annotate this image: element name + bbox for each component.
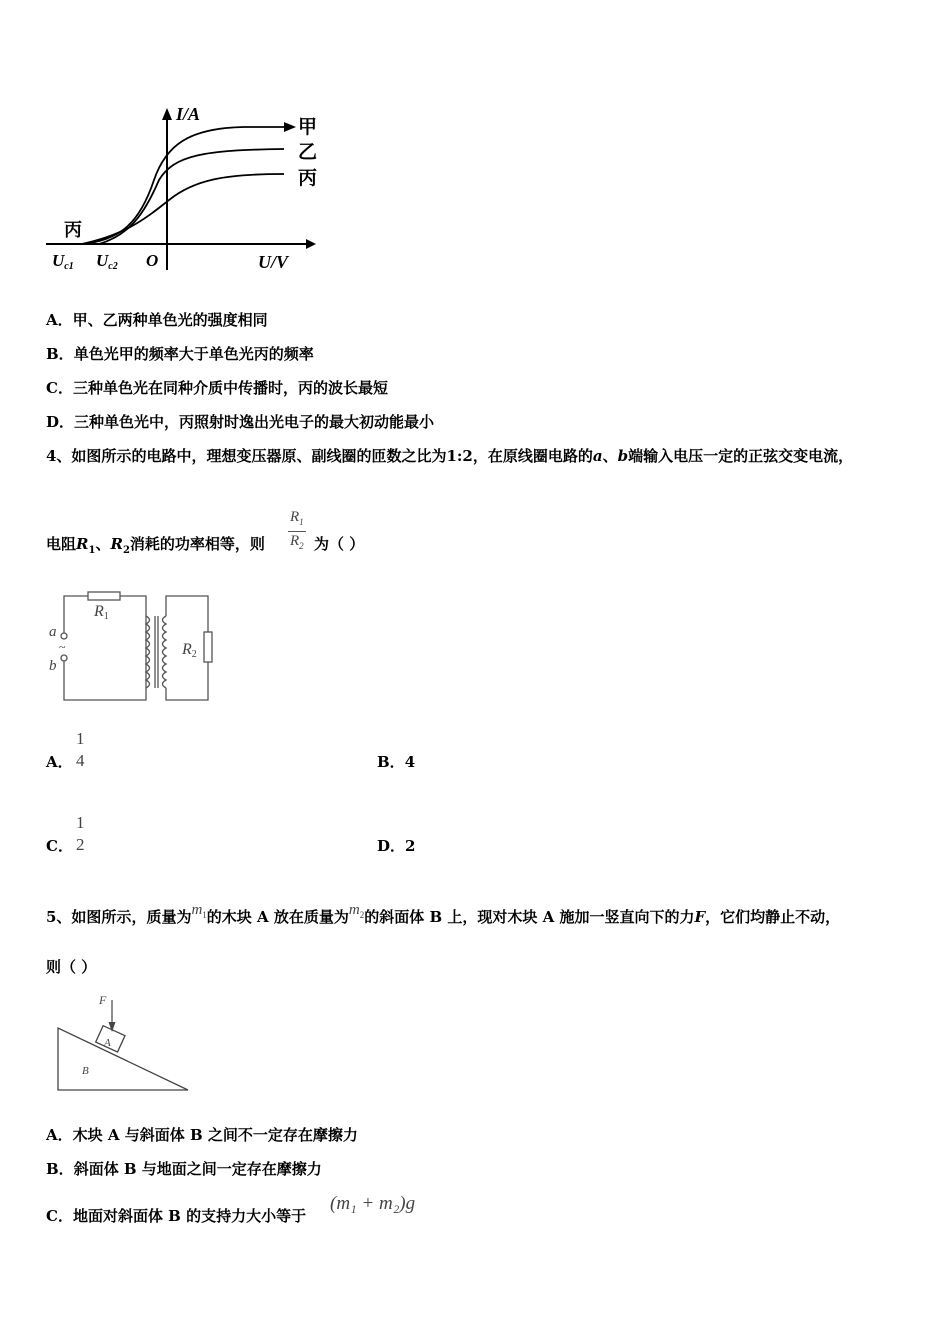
curve-bing bbox=[82, 174, 284, 244]
y-axis-label: I/A bbox=[176, 104, 201, 124]
q4-option-a-fraction: 1 4 bbox=[76, 729, 85, 770]
q4-ratio-fraction bbox=[288, 508, 306, 555]
block-label: A bbox=[104, 1037, 111, 1049]
circuit-label-r1: R1 bbox=[94, 603, 109, 622]
q4-stem-line2: 电阻$R_1$、$R_2$消耗的功率相等，则 bbox=[46, 535, 265, 556]
q5-stem-line1: 5、如图所示，质量为$m_1$的木块 A 放在质量为$m_2$的斜面体 B 上，现对木块 A 施加一竖直向下的力F，它们均静止不动， bbox=[46, 902, 841, 926]
uc1-label: Uc1 bbox=[52, 251, 74, 272]
uc2-label: Uc2 bbox=[96, 251, 118, 272]
circuit-label-b: b bbox=[49, 658, 57, 674]
q5-option-c[interactable]: C．地面对斜面体 B 的支持力大小等于 bbox=[46, 1207, 307, 1225]
resistor-r1 bbox=[88, 592, 120, 600]
q3-option-c[interactable]: C．三种单色光在同种介质中传播时，丙的波长最短 bbox=[46, 379, 388, 397]
origin-label: O bbox=[146, 251, 159, 270]
wedge-label: B bbox=[82, 1065, 89, 1077]
q4-option-a[interactable]: A． bbox=[46, 753, 73, 771]
q4-stem-line1: 4、如图所示的电路中，理想变压器原、副线圈的匝数之比为1:2，在原线圈电路的a、b端输入电压一定的正弦交变电流， bbox=[46, 447, 854, 465]
q5-option-a[interactable]: A．木块 A 与斜面体 B 之间不一定存在摩擦力 bbox=[46, 1126, 358, 1144]
q4-option-d[interactable]: D．2 bbox=[377, 837, 416, 855]
q4-option-b[interactable]: B．4 bbox=[377, 753, 416, 771]
transformer-circuit bbox=[44, 588, 220, 704]
q5-option-c-formula: (m₁ + m₂)g bbox=[330, 1193, 416, 1214]
q3-option-d[interactable]: D．三种单色光中，丙照射时逸出光电子的最大初动能最小 bbox=[46, 413, 435, 431]
force-label: F bbox=[99, 993, 107, 1007]
incline-figure bbox=[52, 992, 192, 1092]
q4-option-c[interactable]: C． bbox=[46, 837, 73, 855]
q4-stem-line2-end: 为（ ） bbox=[314, 535, 365, 553]
fraction-numerator: $R_1$ bbox=[288, 508, 306, 532]
curve-jia bbox=[82, 127, 284, 244]
q3-option-b[interactable]: B．单色光甲的频率大于单色光丙的频率 bbox=[46, 345, 314, 363]
resistor-r2 bbox=[204, 632, 212, 662]
circuit-label-r2: R2 bbox=[182, 641, 197, 660]
q5-stem-line2: 则（ ） bbox=[46, 958, 97, 976]
fraction-denominator: $R_2$ bbox=[290, 533, 304, 551]
left-curve-label: 丙 bbox=[64, 220, 82, 240]
q4-option-c-fraction: 1 2 bbox=[76, 813, 85, 854]
x-axis-label: U/V bbox=[258, 252, 289, 272]
circuit-label-a: a bbox=[49, 624, 57, 640]
photoelectric-graph bbox=[44, 100, 334, 280]
q3-option-a[interactable]: A．甲、乙两种单色光的强度相同 bbox=[46, 311, 268, 329]
q5-option-b[interactable]: B．斜面体 B 与地面之间一定存在摩擦力 bbox=[46, 1160, 322, 1178]
ac-source-tilde: ~ bbox=[59, 640, 66, 654]
curve-label-yi: 乙 bbox=[298, 142, 318, 163]
curve-label-jia: 甲 bbox=[298, 117, 318, 138]
curve-label-bing: 丙 bbox=[298, 168, 318, 189]
